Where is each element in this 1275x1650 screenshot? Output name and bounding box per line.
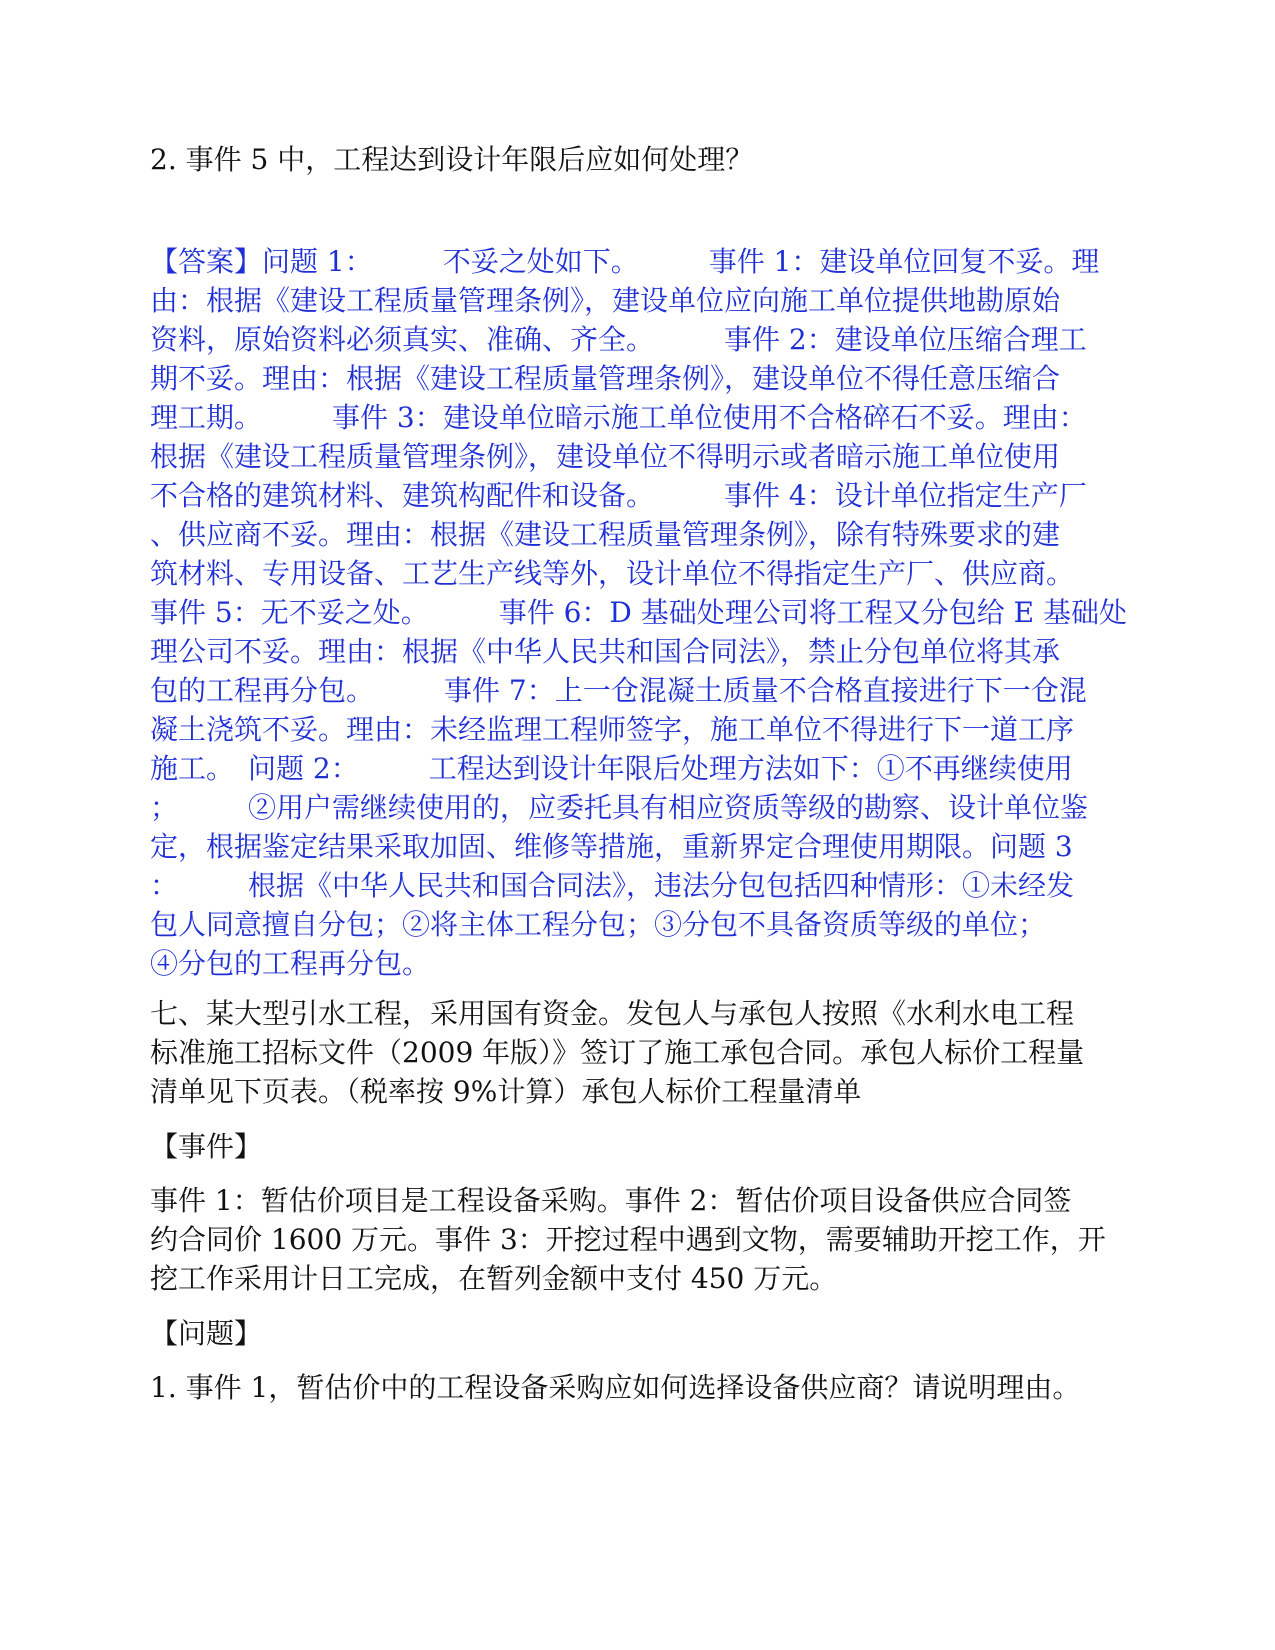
answer-line: 理工期。 事件 3：建设单位暗示施工单位使用不合格碎石不妥。理由：	[150, 401, 1087, 434]
answer-line: 不合格的建筑材料、建筑构配件和设备。 事件 4：设计单位指定生产厂	[150, 479, 1087, 512]
answer-line: 施工。 问题 2： 工程达到设计年限后处理方法如下：①不再继续使用	[150, 752, 1073, 785]
events-block	[150, 1181, 1125, 1298]
answer-line: ： 根据《中华人民共和国合同法》，违法分包包括四种情形：①未经发	[150, 869, 1075, 902]
answer-line: 根据《建设工程质量管理条例》，建设单位不得明示或者暗示施工单位使用	[150, 440, 1061, 473]
answer-line: 包人同意擅自分包；②将主体工程分包；③分包不具备资质等级的单位；	[150, 908, 1047, 941]
question-2: 2. 事件 5 中，工程达到设计年限后应如何处理？	[150, 143, 754, 176]
answer-line: 事件 5：无不妥之处。 事件 6：D 基础处理公司将工程又分包给 E 基础处	[150, 596, 1128, 629]
answer-line: ； ②用户需继续使用的，应委托具有相应资质等级的勘察、设计单位鉴	[150, 791, 1089, 824]
answer-line: 、供应商不妥。理由：根据《建设工程质量管理条例》，除有特殊要求的建	[150, 518, 1061, 551]
events-line: 事件 1：暂估价项目是工程设备采购。事件 2：暂估价项目设备供应合同签	[150, 1184, 1072, 1217]
events-line: 挖工作采用计日工完成，在暂列金额中支付 450 万元。	[150, 1262, 838, 1295]
section-7-line: 清单见下页表。（税率按 9%计算）承包人标价工程量清单	[150, 1075, 862, 1108]
section-7	[150, 994, 1125, 1111]
answer-line: 由：根据《建设工程质量管理条例》，建设单位应向施工单位提供地勘原始	[150, 284, 1061, 317]
questions-heading: 【问题】	[150, 1317, 263, 1350]
question-1: 1. 事件 1，暂估价中的工程设备采购应如何选择设备供应商？请说明理由。	[150, 1371, 1081, 1404]
events-line: 约合同价 1600 万元。事件 3：开挖过程中遇到文物，需要辅助开挖工作，开	[150, 1223, 1106, 1256]
answer-line: 期不妥。理由：根据《建设工程质量管理条例》，建设单位不得任意压缩合	[150, 362, 1061, 395]
answer-line: 理公司不妥。理由：根据《中华人民共和国合同法》，禁止分包单位将其承	[150, 635, 1061, 668]
answer-line: 包的工程再分包。 事件 7：上一仓混凝土质量不合格直接进行下一仓混	[150, 674, 1087, 707]
events-heading: 【事件】	[150, 1130, 263, 1163]
answer-line: 资料，原始资料必须真实、准确、齐全。 事件 2：建设单位压缩合理工	[150, 323, 1087, 356]
answer-line: 筑材料、专用设备、工艺生产线等外，设计单位不得指定生产厂、供应商。	[150, 557, 1075, 590]
answer-line: 【答案】问题 1： 不妥之处如下。 事件 1：建设单位回复不妥。理	[150, 245, 1100, 278]
answer-block	[150, 242, 1128, 983]
answer-line: ④分包的工程再分包。	[150, 947, 431, 980]
answer-line: 凝土浇筑不妥。理由：未经监理工程师签字，施工单位不得进行下一道工序	[150, 713, 1075, 746]
section-7-line: 七、某大型引水工程，采用国有资金。发包人与承包人按照《水利水电工程	[150, 997, 1075, 1030]
section-7-line: 标准施工招标文件（2009 年版）》签订了施工承包合同。承包人标价工程量	[150, 1036, 1085, 1069]
answer-line: 定，根据鉴定结果采取加固、维修等措施，重新界定合理使用期限。问题 3	[150, 830, 1073, 863]
